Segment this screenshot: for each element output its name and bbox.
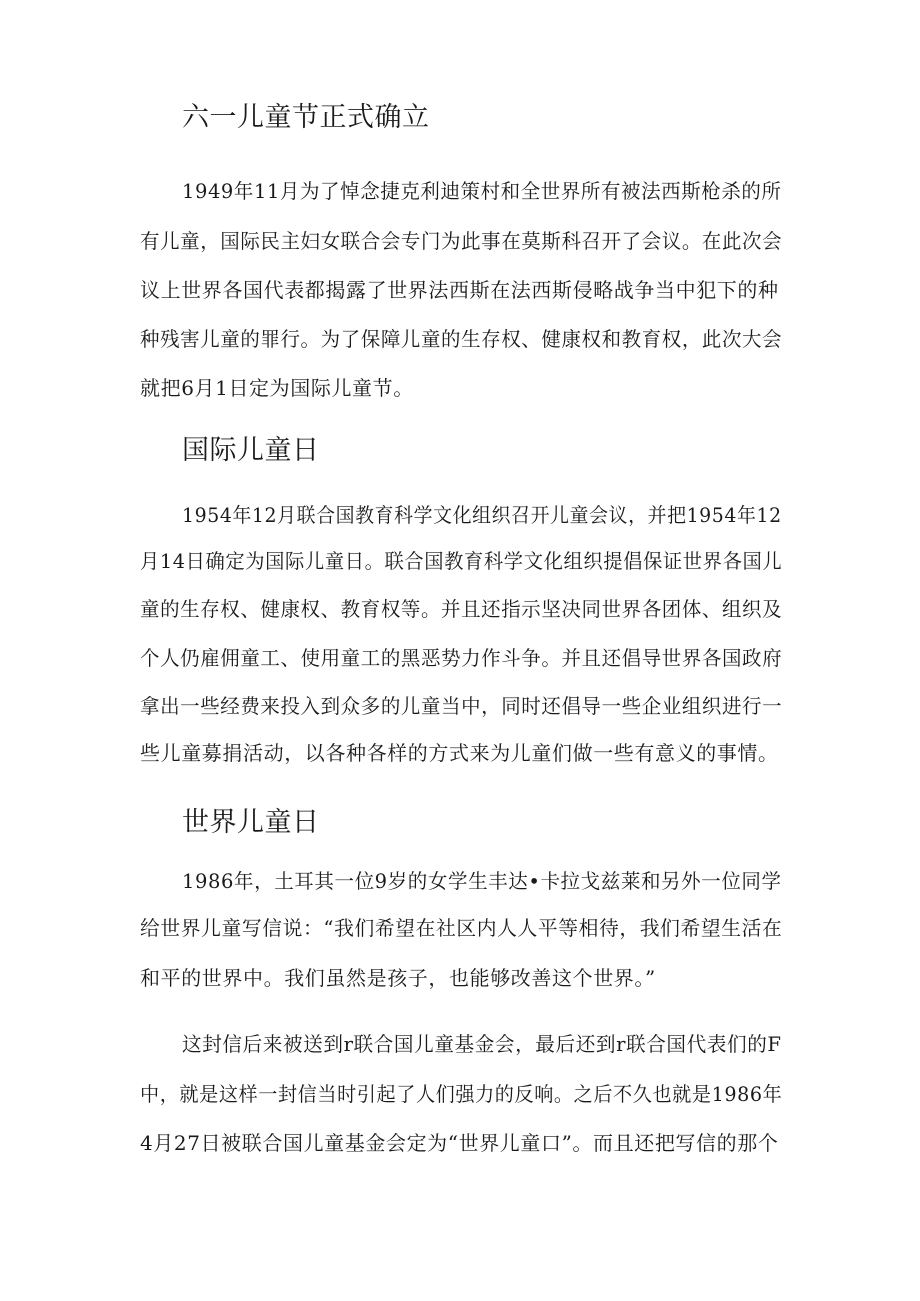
text-line: 个人仍雇佣童工、使用童工的黑恶势力作斗争。并且还倡导世界各国政府	[140, 646, 783, 670]
text-line: 月14日确定为国际儿童日。联合国教育科学文化组织提倡保证世界各国儿	[140, 549, 783, 573]
text-line: 1986年，土耳其一位9岁的女学生丰达•卡拉戈兹莱和另外一位同学	[182, 869, 782, 893]
section-heading-2: 国际儿童日	[182, 435, 320, 466]
text-line: 有儿童，国际民主妇女联合会专门为此事在莫斯科召开了会议。在此次会	[140, 229, 783, 253]
text-line: 中，就是这样一封信当时引起了人们强力的反响。之后不久也就是1986年	[140, 1082, 783, 1106]
text-line: 童的生存权、健康权、教育权等。并且还指示坚决同世界各团体、组织及	[140, 597, 783, 621]
text-line: 些儿童募捐活动，以各种各样的方式来为儿童们做一些有意义的事情。	[140, 741, 779, 765]
text-line: 1954年12月联合国教育科学文化组织召开儿童会议，并把1954年12	[182, 503, 782, 527]
text-line: 议上世界各国代表都揭露了世界法西斯在法西斯侵略战争当中犯下的种	[140, 278, 779, 302]
text-line: 这封信后来被送到r联合国儿童基金会，最后还到r联合国代表们的F	[182, 1032, 782, 1056]
text-line: 给世界儿童写信说：“我们希望在社区内人人平等相待，我们希望生活在	[140, 916, 783, 940]
text-line: 1949年11月为了悼念捷克利迪策村和全世界所有被法西斯枪杀的所	[182, 179, 782, 203]
section-heading-3: 世界儿童日	[182, 807, 320, 838]
text-line: 和平的世界中。我们虽然是孩子，也能够改善这个世界。”	[140, 966, 656, 990]
text-line: 种残害儿童的罪行。为了保障儿童的生存权、健康权和教育权，此次大会	[140, 327, 783, 351]
text-line: 拿出一些经费来投入到众多的儿童当中，同时还倡导一些企业组织进行一	[140, 694, 783, 718]
text-line: 4月27日被联合国儿童基金会定为“世界儿童口”。而且还把写信的那个	[140, 1131, 779, 1155]
section-heading-1: 六一儿童节正式确立	[182, 102, 430, 133]
text-line: 就把6月1日定为国际儿童节。	[140, 376, 414, 400]
